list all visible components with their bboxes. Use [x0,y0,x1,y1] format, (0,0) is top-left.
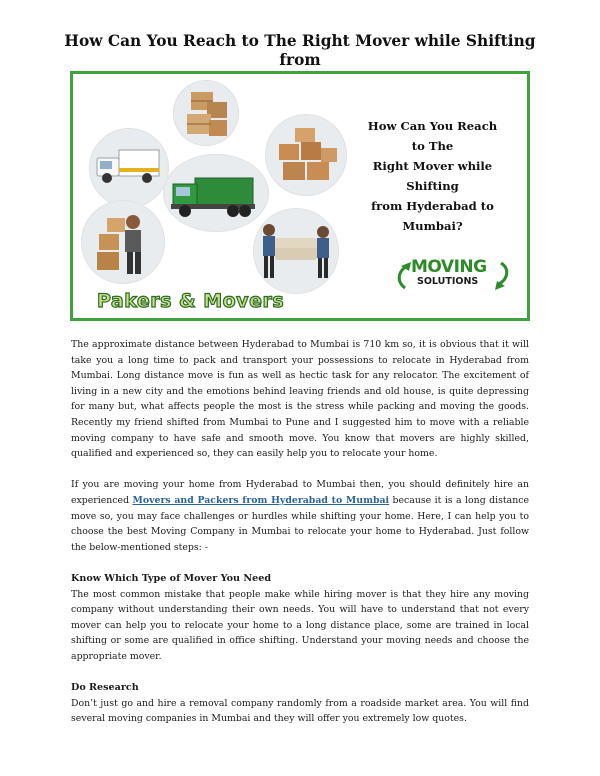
intro-paragraph: The approximate distance between Hyderabad to Mumbai is 710 km so, it is obvious that it will take you a long time to pack and transport your possessions to relocate in Hyderabad from Mumbai. Long distance move is fun as well as hectic task for any relocator. The excitement of living in a new city and the emotions behind leaving friends and old house, is quite depressing for many but, what affects people the most is the stress while packing and moving the goods. Recently my friend shifted from Mumbai to Pune and I suggested him to move with a reliable moving company to have safe and smooth move. You know that movers are highly skilled, qualified and experienced so, they can easily help you to relocate your home. [71,339,529,460]
banner-heading-line4: Mumbai? [402,219,463,233]
logo-text-moving: MOVING [411,257,487,277]
movers-with-sofa-circle [253,208,339,294]
van-icon [89,128,169,208]
truck-photo-circle [163,154,269,232]
cartons-icon [265,114,347,196]
logo-text-solutions: SOLUTIONS [417,276,479,287]
mover-carrying-boxes-circle [81,200,165,284]
packed-boxes-circle [265,114,347,196]
boxes-icon [173,80,239,146]
banner-heading [365,116,500,236]
movers-packers-link[interactable]: Movers and Packers from Hyderabad to Mumbai [132,494,390,506]
mover-type-paragraph: The most common mistake that people make while hiring mover is that they hire any moving company without understanding their own needs. You will have to understand that not every mover can help you to relocate your home to a long distance place, some are trained in local shifting or some are qualified in office shifting. Understand your moving needs and choose the appropriate mover. [71,588,529,662]
truck-icon [163,154,269,232]
banner-heading-line1: How Can You Reach to The [367,119,498,153]
mover-icon [81,200,165,284]
moving-solutions-logo [395,258,511,294]
banner-image [70,71,530,321]
research-paragraph: Don’t just go and hire a removal company randomly from a roadside market area. You will find several moving companies in Mumbai and they will offer you extremely low quotes. [71,697,529,725]
page-title-line1: How Can You Reach to The Right Mover while Shifting from [64,32,536,69]
section-heading-research: Do Research [71,682,139,694]
hire-paragraph [71,477,529,555]
section-heading-mover-type: Know Which Type of Mover You Need [71,572,272,584]
hire-text-before: If you are moving your home from Hyderabad to Mumbai then, you should definitely hire an experienced [71,479,529,506]
van-photo-circle [89,128,169,208]
sofa-movers-icon [253,208,339,294]
banner-heading-line3: from Hyderabad to [371,199,494,213]
boxes-photo-circle [173,80,239,146]
banner-heading-line2: Right Mover while Shifting [372,159,493,193]
article-body [71,337,529,727]
hire-text-after: because it is a long distance move so, you may face challenges or hurdles while shifting your home. Here, I can help you to choose the best Moving Company in Mumbai to relocate your home to Hyderabad. Just follow the below-mentioned steps: - [71,494,529,553]
packers-movers-brand: Pakers & Movers [97,290,285,312]
